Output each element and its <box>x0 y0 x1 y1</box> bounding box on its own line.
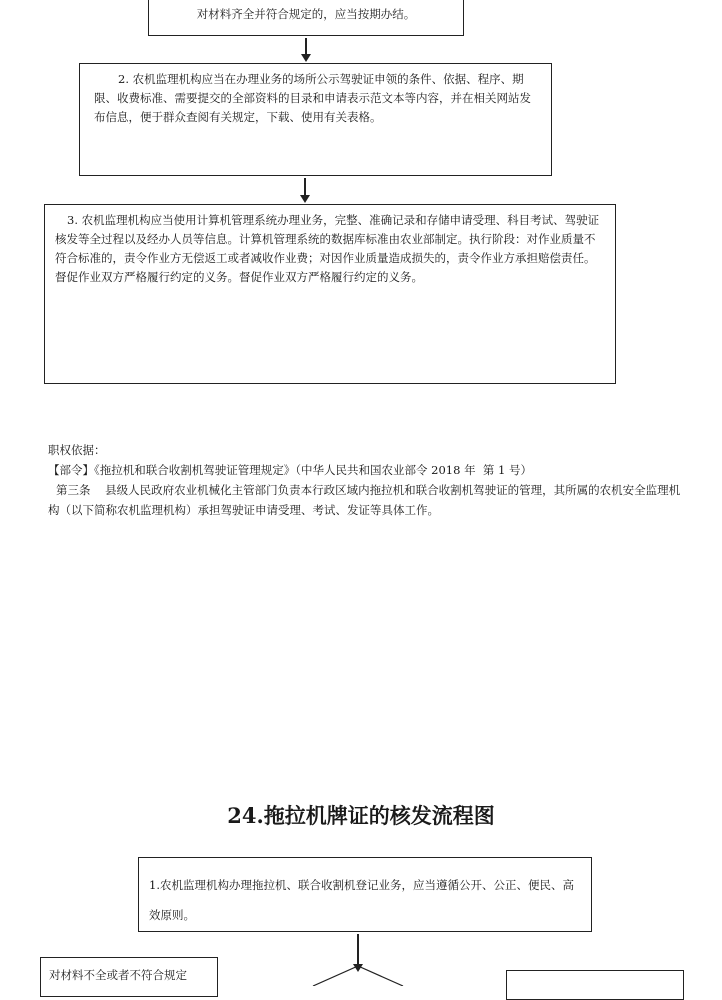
flow-box-step-2 <box>79 63 552 176</box>
flow-box-step-3 <box>44 204 616 384</box>
flow-box-step-2-text: 2. 农机监理机构应当在办理业务的场所公示驾驶证申领的条件、依据、程序、期限、收费标准、需要提交的全部资料的目录和申请表示范文本等内容，并在相关网站发布信息，便于群众查阅有关规定，下载、使用有关表格。 <box>94 72 531 124</box>
flow-box-step-1 <box>138 857 592 932</box>
flow-box-result-text: 对材料齐全并符合规定的，应当按期办结。 <box>196 7 416 21</box>
flow-box-right <box>506 970 684 1000</box>
flow-box-step-3-text: 3. 农机监理机构应当使用计算机管理系统办理业务，完整、准确记录和存储申请受理、科目考试、驾驶证核发等全过程以及经办人员等信息。计算机管理系统的数据库标准由农业部制定。执行阶段：对作业质量不符合标准的，责令作业方无偿返工或者减收作业费；对因作业质量造成损失的，责令作业方承担赔偿责任。督促作业双方严格履行约定的义务。督促作业双方严格履行约定的义务。 <box>55 213 600 284</box>
legal-basis-law: 【部令】《拖拉机和联合收割机驾驶证管理规定》（中华人民共和国农业部令 2018 年 第 1 号） <box>48 463 533 477</box>
flow-box-incomplete <box>40 957 218 997</box>
legal-basis-article: 第三条 县级人民政府农业机械化主管部门负责本行政区域内拖拉机和联合收割机驾驶证的管理，其所属的农机安全监理机构（以下简称农机监理机构）承担驾驶证申请受理、考试、发证等具体工作。 <box>48 483 681 517</box>
flow-box-incomplete-text: 对材料不全或者不符合规定 <box>49 968 187 982</box>
decision-diamond <box>308 966 408 986</box>
flow-box-result <box>148 0 464 36</box>
flow-box-step-1-text: 1.农机监理机构办理拖拉机、联合收割机登记业务，应当遵循公开、公正、便民、高效原则。 <box>149 878 574 922</box>
legal-basis-label: 职权依据： <box>48 443 106 457</box>
section-title: 24.拖拉机牌证的核发流程图 <box>227 803 495 828</box>
